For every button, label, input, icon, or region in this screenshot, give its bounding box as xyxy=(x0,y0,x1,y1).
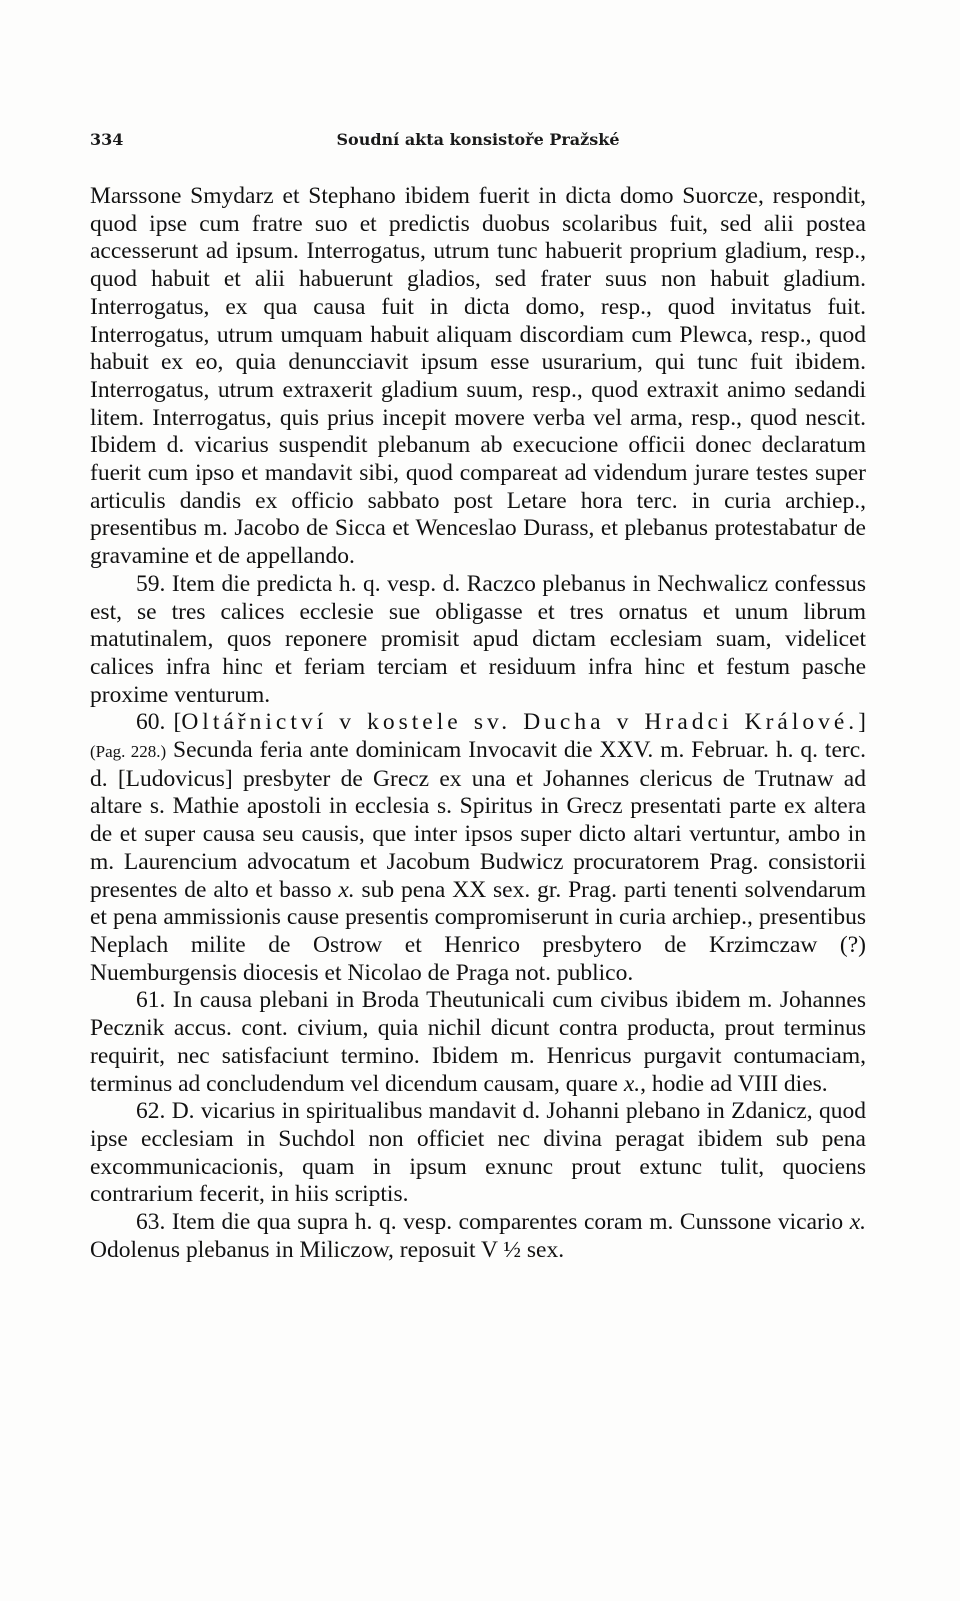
running-header xyxy=(90,130,866,160)
paragraph-60-page-ref: (Pag. 228.) xyxy=(90,742,167,762)
paragraph-61 xyxy=(90,987,866,1098)
paragraph-62: 62. D. vicarius in spiritualibus mandavit d. Johanni plebano in Zdanicz, quod ipse ecclesiam in Suchdol non officiet nec divina peragat ibidem sub pena excommunicacionis, quam in ipsum exnunc prout extunc tulit, quociens contrarium fecerit, in hiis scriptis. xyxy=(90,1098,866,1208)
paragraph-61-x-mark: x. xyxy=(623,1070,641,1097)
paragraph-60-bracket: ] xyxy=(858,709,866,736)
paragraph-60 xyxy=(90,709,866,987)
paragraph-60-spaced-title: Oltářnictví v kostele sv. Ducha v Hradci Králové. xyxy=(181,709,859,736)
body-text xyxy=(90,183,866,1264)
paragraph-61-text-b: , hodie ad VIII dies. xyxy=(640,1070,828,1097)
running-title: Soudní akta konsistoře Pražské xyxy=(336,130,620,149)
paragraph-63-x-mark: x. xyxy=(849,1209,866,1236)
paragraph-63-text-b: Odolenus plebanus in Miliczow, reposuit V ½ sex. xyxy=(90,1236,565,1263)
paragraph-60-text-b: sub pena XX sex. gr. Prag. parti tenenti solvendarum et pena ammissionis cause presentis compromiserunt in curia archiep., presentibus Neplach milite de Ostrow et Henrico presbytero de Krzimczaw (?) Nuemburgensis diocesis et Nicolao de Praga not. publico. xyxy=(90,876,867,986)
page-number: 334 xyxy=(90,130,124,149)
paragraph-60-text-a: Secunda feria ante dominicam Invocavit die XXV. m. Februar. h. q. terc. d. [Ludovicus] presbyter de Grecz ex una et Johannes clericus de Trutnaw ad altare s. Mathie apostoli in ecclesia s. Spiritus in Grecz presentati parte ex altera de et super causa seu causis, que inter ipsos super dicto altari vertuntur, ambo in m. Laurencium advocatum et Jacobum Budwicz procuratorem Prag. consistorii presentes de alto et basso xyxy=(90,737,867,903)
paragraph-61-text-a: 61. In causa plebani in Broda Theutunicali cum civibus ibidem m. Johannes Pecznik accus. cont. civium, quia nichil dicunt contra producta, prout terminus requirit, nec satisfaciunt termino. Ibidem m. Henricus purgavit contumaciam, terminus ad concludendum vel dicendum causam, quare xyxy=(90,987,866,1097)
paragraph-60-lead: 60. [ xyxy=(136,709,182,736)
paragraph-63-text-a: 63. Item die qua supra h. q. vesp. comparentes coram m. Cunssone vicario xyxy=(136,1209,844,1236)
paragraph-continued: Marssone Smydarz et Stephano ibidem fuerit in dicta domo Suorcze, respondit, quod ipse cum fratre suo et predictis duobus scolaribus fuit, sed alii postea accesserunt ad ipsum. Interrogatus, utrum tunc habuerit proprium gladium, resp., quod habuit et alii habuerunt gladios, sed frater suus non habuit gladium. Interrogatus, ex qua causa fuit in dicta domo, resp., quod invitatus fuit. Interrogatus, utrum umquam habuit aliquam discordiam cum Plewca, resp., quod habuit ex eo, quia denuncciavit ipsum esse usurarium, qui tunc fuit ibidem. Interrogatus, utrum extraxerit gladium suum, resp., quod extraxit animo sedandi litem. Interrogatus, quis prius incepit movere verba vel arma, resp., quod nescit. Ibidem d. vicarius suspendit plebanum ab execucione officii donec declaratum fuerit cum ipso et mandavit sibi, quod compareat ad videndum jurare testes super articulis dandis ex officio sabbato post Letare hora terc. in curia archiep., presentibus m. Jacobo de Sicca et Wenceslao Durass, et plebanus protestabatur de gravamine et de appellando. xyxy=(90,183,866,570)
paragraph-63 xyxy=(90,1209,866,1264)
paragraph-59: 59. Item die predicta h. q. vesp. d. Raczco plebanus in Nechwalicz confessus est, se tres calices ecclesie sue obligasse et tres ornatus et unum librum matutinalem, quos reponere promisit apud dictam ecclesiam suam, videlicet calices infra hinc et feriam terciam et residuum infra hinc et festum pasche proxime venturum. xyxy=(90,570,866,708)
paragraph-60-x-mark: x. xyxy=(338,876,355,903)
